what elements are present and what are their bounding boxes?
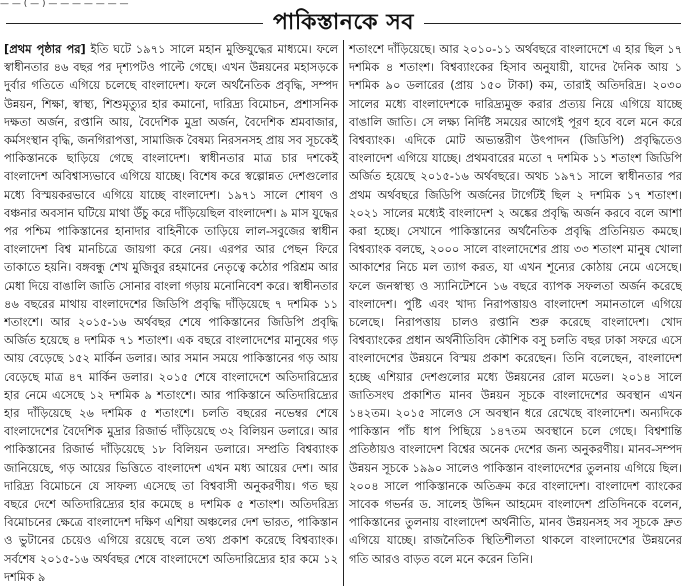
right-rule <box>424 23 681 24</box>
previous-article-fragment: — — ( — ) — — — — — — — <box>0 0 129 8</box>
left-column <box>4 40 343 586</box>
left-rule <box>6 23 263 24</box>
continuation-lead: [প্রথম পৃষ্ঠার পর] <box>4 42 86 56</box>
article-body <box>4 40 683 586</box>
headline-row <box>0 8 687 38</box>
right-column <box>343 40 682 586</box>
article-headline: পাকিস্তানকে সব <box>273 8 414 35</box>
left-column-text: ইতি ঘটে ১৯৭১ সালে মহান মুক্তিযুদ্ধের মাধ্যমে। ফলে স্বাধীনতার ৪৬ বছর পর দৃশ্যপটও পাল্টে গেছে। এখন উন্নয়নের মহাসড়কে দুর্বার গতিতে এগিয়ে চলেছে বাংলাদেশ। ফলে অর্থনৈতিক প্রবৃদ্ধি, সম্পদ উন্নয়ন, শিক্ষা, স্বাস্থ্য, শিশুমৃত্যুর হার কমানো, দারিদ্র্য বিমোচন, প্রশাসনিক দক্ষতা অর্জন, রপ্তানি আয়, বৈদেশিক মুদ্রা অর্জন, বৈদেশিক শ্রমবাজার, কর্মসংস্থান বৃদ্ধি, জনগিরাপত্তা, সামাজিক বৈষম্য নিরসনসহ প্রায় সব সূচকেই পাকিস্তানকে ছাড়িয়ে গেছে বাংলাদেশ। স্বাধীনতার মাত্র চার দশকেই বাংলাদেশ অবিশ্বাস্যভাবে এগিয়ে যাচ্ছে। বিশেষ করে স্বল্পোন্নত দেশগুলোর মধ্যে বিস্ময়করভাবে এগিয়ে যাচ্ছে বাংলাদেশ। ১৯৭১ সালে শোষণ ও বঞ্চনার অবসান ঘটিয়ে মাথা উঁচু করে দাঁড়িয়েছিল বাংলাদেশ। ৯ মাস যুদ্ধের পর পশ্চিম পাকিস্তানের হানাদার বাহিনীকে তাড়িয়ে লাল-সবুজের স্বাধীন বাংলাদেশ বিশ্ব মানচিত্রে জায়গা করে নেয়। এরপর আর পেছন ফিরে তাকাতে হয়নি। বঙ্গবন্ধু শেখ মুজিবুর রহমানের নেতৃত্বে কঠোর পরিশ্রম আর মেধা দিয়ে বাঙালি জাতি সোনার বাংলা গড়ায় মনোনিবেশ করে। স্বাধীনতার ৪৬ বছরের মাথায় বাংলাদেশের জিডিপি প্রবৃদ্ধি দাঁড়িয়েছে ৭ দশমিক ১১ শতাংশে। আর ২০১৫-১৬ অর্থবছর শেষে পাকিস্তানের জিডিপি প্রবৃদ্ধি অর্জিত হয়েছে ৪ দশমিক ৭১ শতাংশ। এক বছরে বাংলাদেশের মানুষের গড় আয় বেড়েছে ১৫২ মার্কিন ডলার। আর সমান সময়ে পাকিস্তানের গড় আয় বেড়েছে মাত্র ৪৭ মার্কিন ডলার। ২০১৫ শেষে বাংলাদেশে অতিদারিদ্র্যের হার নেমে এসেছে ১২ দশমিক ৯ শতাংশে। আর পাকিস্তানে অতিদারিদ্র্যের হার দাঁড়িয়েছে ২৬ দশমিক ৫ শতাংশে। চলতি বছরের নভেম্বর শেষে বাংলাদেশের বৈদেশিক মুদ্রার রিজার্ভ দাঁড়িয়েছে ৩২ বিলিয়ন ডলারে। আর পাকিস্তানের রিজার্ভ দাঁড়িয়েছে ১৮ বিলিয়ন ডলারে। সম্প্রতি বিশ্বব্যাংক জানিয়েছে, গড় আয়ের ভিত্তিতে বাংলাদেশ এখন মধ্য আয়ের দেশ। আর দারিদ্র্য বিমোচনে যে সাফল্য এসেছে তা বিশ্ববাসী অনুকরণীয়। গত ছয় বছরে দেশে অতিদারিদ্র্যের হার কমেছে ৪ দশমিক ৫ শতাংশ। অতিদরিদ্র্য বিমোচনের ক্ষেত্রে বাংলাদেশ দক্ষিণ এশিয়া অঞ্চলের দেশ ভারত, পাকিস্তান ও ভুটানের চেয়েও এগিয়ে রয়েছে বলে তথ্য প্রকাশ করেছে বিশ্বব্যাংক। সর্বশেষ ২০১৫-১৬ অর্থবছর শেষে বাংলাদেশে অতিদারিদ্র্যের হার কমে ১২ দশমিক ৯ <box>4 42 338 584</box>
right-column-text: শতাংশে দাঁড়িয়েছে। আর ২০১০-১১ অর্থবছরে বাংলাদেশে এ হার ছিল ১৭ দশমিক ৪ শতাংশ। বিশ্বব্যাংকের হিসাব অনুযায়ী, যাদের দৈনিক আয় ১ দশমিক ৯০ ডলারের (প্রায় ১৫০ টাকা) কম, তারাই অতিদরিদ্র। ২০৩০ সালের মধ্যে বাংলাদেশকে দারিদ্র্যমুক্ত করার প্রত্যয় নিয়ে এগিয়ে যাচ্ছে বাঙালি জাতি। সে লক্ষ্য নির্দিষ্ট সময়ের আগেই পূরণ হবে বলে মনে করে বিশ্বব্যাংক। এদিকে মোট অভ্যন্তরীণ উৎপাদন (জিডিপি) প্রবৃদ্ধিতেও বাংলাদেশ এগিয়ে যাচ্ছে। প্রথমবারের মতো ৭ দশমিক ১১ শতাংশ জিডিপি অর্জিত হয়েছে ২০১৫-১৬ অর্থবছরে। অথচ ১৯৭১ সালে স্বাধীনতার পর প্রথম অর্থবছরে জিডিপি অর্জনের টার্গেটই ছিল ২ দশমিক ১৭ শতাংশ। ২০২১ সালের মধ্যেই বাংলাদেশ ২ অঙ্কের প্রবৃদ্ধি অর্জন করবে বলে আশা করা হচ্ছে। সেখানে পাকিস্তানের অর্থনৈতিক প্রবৃদ্ধি প্রতিনিয়ত কমছে। বিশ্বব্যাংক বলছে, ২০০০ সালে বাংলাদেশের প্রায় ৩৩ শতাংশ মানুষ খোলা আকাশের নিচে মল ত্যাগ করত, যা এখন শূন্যের কোঠায় নেমে এসেছে। ফলে জনস্বাস্থ্য ও স্যানিটেশনে ১৬ বছরে ব্যাপক সফলতা অর্জন করেছে বাংলাদেশ। পুষ্টি এবং খাদ্য নিরাপত্তায়ও বাংলাদেশ সমানতালে এগিয়ে চলেছে। নিরাপত্তায় চালও রপ্তানি শুরু করেছে বাংলাদেশ। খোদ বিশ্বব্যাংকের প্রধান অর্থনীতিবিদ কৌশিক বসু চলতি বছর ঢাকা সফরে এসে বাংলাদেশের উন্নয়নে বিস্ময় প্রকাশ করেছেন। তিনি বলেছেন, বাংলাদেশ হচ্ছে এশিয়ার দেশগুলোর মধ্যে উন্নয়নের রোল মডেল। ২০১৪ সালে জাতিসংঘ প্রকাশিত মানব উন্নয়ন সূচকে বাংলাদেশের অবস্থান এখন ১৪২তম। ২০১৫ সালেও সে অবস্থান ধরে রেখেছে বাংলাদেশ। অন্যদিকে পাকিস্তান পাঁচ ধাপ পিছিয়ে ১৪৭তম অবস্থানে চলে গেছে। বিশ্বশান্তি প্রতিষ্ঠায়ও বাংলাদেশ বিশ্বের অনেক দেশের জন্য অনুকরণীয়। মানব-সম্পদ উন্নয়ন সূচকে ১৯৯০ সালেও পাকিস্তান বাংলাদেশের তুলনায় এগিয়ে ছিল। ২০০৪ সালে পাকিস্তানকে অতিক্রম করে বাংলাদেশ। বাংলাদেশ ব্যাংকের সাবেক গভর্নর ড. সালেহ উদ্দিন আহমেদ বাংলাদেশ প্রতিদিনকে বলেন, পাকিস্তানের তুলনায় বাংলাদেশ অর্থনীতি, মানব উন্নয়নসহ সব সূচকে দ্রুত এগিয়ে যাচ্ছে। রাজনৈতিক স্থিতিশীলতা থাকলে বাংলাদেশের উন্নয়নের গতি আরও বাড়ত বলে মনে করেন তিনি। <box>349 42 682 566</box>
